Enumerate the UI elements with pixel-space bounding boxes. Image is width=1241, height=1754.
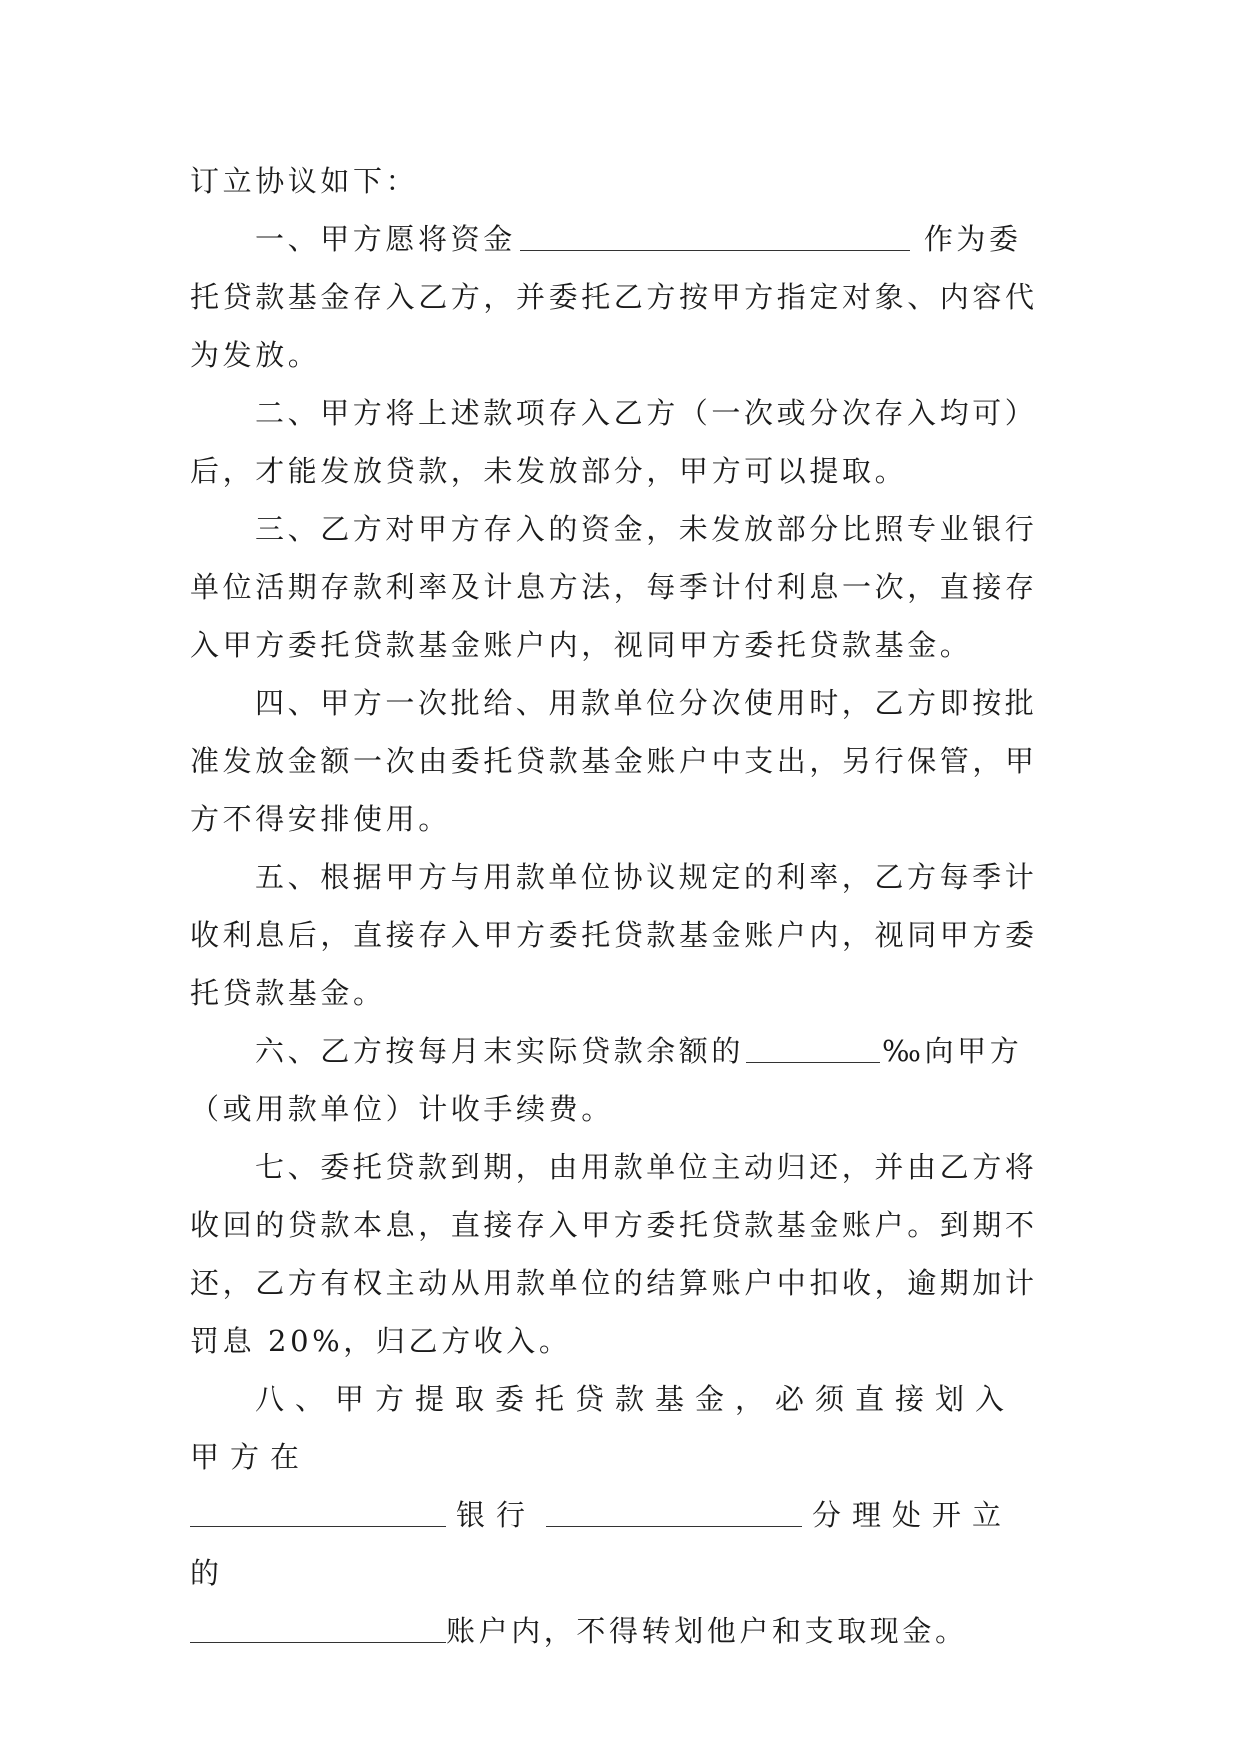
clause-7: 七、委托贷款到期，由用款单位主动归还，并由乙方将收回的贷款本息，直接存入甲方委托贷款基金账户。到期不还，乙方有权主动从用款单位的结算账户中扣收，逾期加计罚息 20%，归乙方收入。 — [190, 1150, 1038, 1358]
clause-1-start: 一、甲方愿将资金 — [255, 222, 516, 256]
clause-8-end: 账户内，不得转划他户和支取现金。 — [446, 1614, 968, 1648]
fee-rate-blank[interactable] — [746, 1032, 880, 1063]
clause-6-end: ‰向甲方（或用款单位）计收手续费。 — [190, 1034, 1023, 1126]
clause-6 — [190, 1022, 1050, 1138]
clause-5: 五、根据甲方与用款单位协议规定的利率，乙方每季计收利息后，直接存入甲方委托贷款基金账户内，视同甲方委托贷款基金。 — [190, 860, 1038, 1010]
clause-1 — [190, 210, 1050, 384]
branch-label: 分理处开立的 — [190, 1498, 1013, 1590]
account-blank[interactable] — [190, 1612, 446, 1643]
clause-8-line-2 — [190, 1486, 1050, 1602]
intro-line: 订立协议如下： — [190, 164, 419, 198]
clause-1-end: 作为委托贷款基金存入乙方，并委托乙方按甲方指定对象、内容代为发放。 — [190, 222, 1038, 372]
clause-2: 二、甲方将上述款项存入乙方（一次或分次存入均可）后，才能发放贷款，未发放部分，甲方可以提取。 — [190, 396, 1038, 488]
branch-name-blank[interactable] — [546, 1496, 802, 1527]
clause-8-line-3 — [190, 1602, 1050, 1660]
clause-6-start: 六、乙方按每月末实际贷款余额的 — [255, 1034, 745, 1068]
clause-3: 三、乙方对甲方存入的资金，未发放部分比照专业银行单位活期存款利率及计息方法，每季计付利息一次，直接存入甲方委托贷款基金账户内，视同甲方委托贷款基金。 — [190, 512, 1038, 662]
agreement-body — [190, 152, 1050, 1660]
clause-8-line-1: 八、甲方提取委托贷款基金，必须直接划入甲方在 — [190, 1382, 1016, 1474]
clause-4: 四、甲方一次批给、用款单位分次使用时，乙方即按批准发放金额一次由委托贷款基金账户中支出，另行保管，甲方不得安排使用。 — [190, 686, 1038, 836]
bank-label: 银行 — [456, 1498, 537, 1532]
amount-blank[interactable] — [520, 220, 910, 251]
bank-name-blank[interactable] — [190, 1496, 446, 1527]
